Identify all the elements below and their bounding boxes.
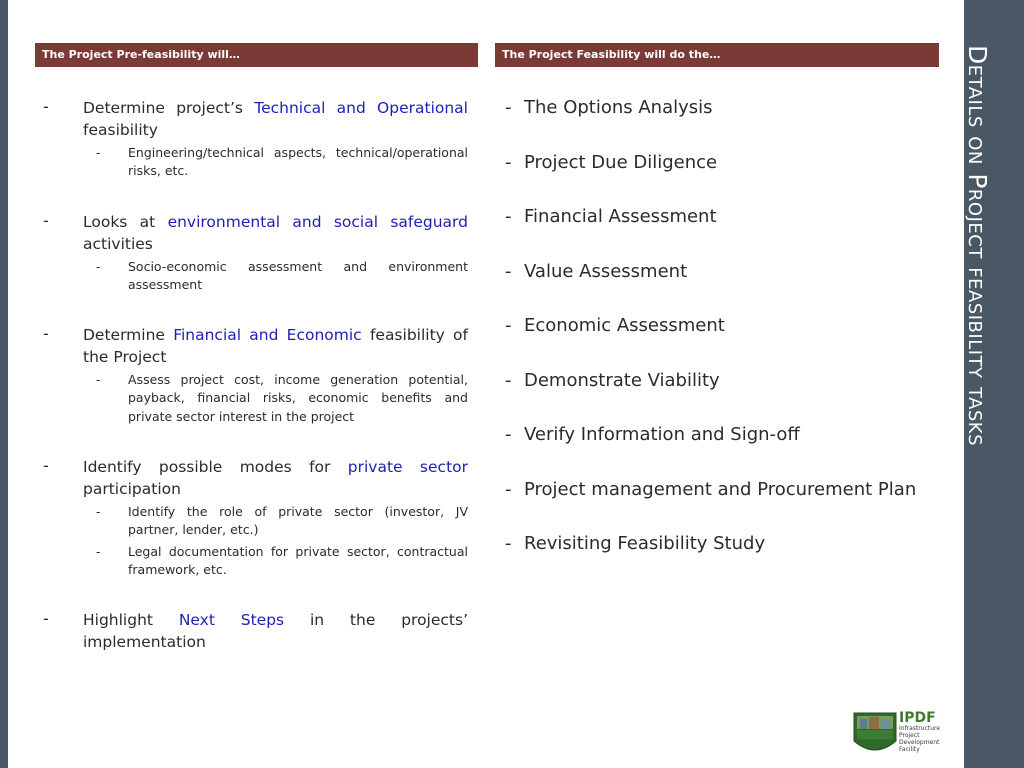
left-accent-strip [0, 0, 8, 768]
item-text-segment: activities [83, 234, 153, 253]
prefeasibility-header: The Project Pre-feasibility will… [35, 43, 478, 67]
highlighted-text: Next Steps [178, 611, 285, 630]
bullet-dash: - [505, 369, 512, 391]
feasibility-item-text: Demonstrate Viability [524, 369, 720, 391]
prefeasibility-item [40, 456, 468, 579]
logo-line-2: Project [899, 732, 920, 739]
subitem-text: Engineering/technical aspects, technical/operational risks, etc. [128, 145, 468, 179]
logo-line-4: Facility [899, 746, 920, 753]
feasibility-item-text: Project Due Diligence [524, 151, 718, 173]
prefeasibility-item-text [83, 609, 468, 653]
subitem-text: Legal documentation for private sector, contractual framework, etc. [128, 543, 468, 577]
sub-bullet-dash: - [96, 543, 101, 559]
feasibility-item [505, 424, 925, 446]
item-text-segment: Identify possible modes for [83, 458, 348, 477]
bullet-dash: - [43, 210, 49, 230]
subitem-text: Socio-economic assessment and environment assessment [128, 258, 468, 292]
feasibility-item [505, 97, 925, 119]
sub-bullet-dash: - [96, 145, 101, 160]
logo-line-3: Development [899, 739, 940, 746]
bullet-dash: - [505, 424, 512, 445]
feasibility-item-text: The Options Analysis [524, 97, 713, 118]
feasibility-item [505, 206, 925, 228]
feasibility-header: The Project Feasibility will do the… [495, 43, 939, 67]
bullet-dash: - [505, 97, 512, 118]
prefeasibility-item [40, 97, 468, 181]
prefeasibility-item-text [83, 324, 468, 368]
feasibility-item-text: Value Assessment [524, 260, 688, 282]
logo-line-1: Infrastructure [899, 725, 941, 732]
item-text-segment: in the projects’ implementation [83, 611, 468, 652]
logo-name: IPDF [899, 710, 936, 726]
feasibility-item [505, 370, 925, 392]
bullet-dash: - [505, 151, 512, 173]
item-text-segment: feasibility [83, 121, 158, 139]
slide-title: Details on Project feasibility tasks [963, 45, 992, 447]
bullet-dash: - [505, 315, 512, 336]
item-text-segment: participation [83, 480, 181, 499]
highlighted-text: private sector [347, 458, 468, 477]
prefeasibility-item [40, 324, 468, 426]
prefeasibility-item [40, 211, 468, 295]
bullet-dash: - [505, 206, 512, 227]
prefeasibility-item-text [83, 456, 468, 500]
prefeasibility-subitem [83, 371, 468, 426]
feasibility-item [505, 315, 925, 337]
bullet-dash: - [505, 260, 512, 282]
feasibility-item [505, 261, 925, 283]
subitem-text: Assess project cost, income generation potential, payback, financial risks, economic benefits and private sector interest in the project [128, 372, 468, 424]
highlighted-text: environmental and social safeguard [167, 212, 468, 231]
prefeasibility-subitem [83, 503, 468, 540]
feasibility-item-text: Financial Assessment [524, 206, 717, 227]
highlighted-text: Financial and Economic [173, 326, 362, 345]
item-text-segment: Looks at [83, 212, 168, 231]
item-text-segment: feasibility of the Project [83, 326, 468, 367]
prefeasibility-list [40, 97, 468, 653]
feasibility-item [505, 479, 925, 501]
feasibility-item-text: Project management and Procurement Plan [524, 478, 917, 500]
prefeasibility-subitem [83, 543, 468, 580]
feasibility-item [505, 152, 925, 174]
bullet-dash: - [505, 533, 512, 554]
feasibility-item-text: Economic Assessment [524, 315, 725, 336]
subitem-text: Identify the role of private sector (investor, JV partner, lender, etc.) [128, 504, 468, 538]
bullet-dash: - [43, 609, 49, 629]
sub-bullet-dash: - [96, 372, 101, 388]
sub-bullet-dash: - [96, 258, 101, 274]
bullet-dash: - [43, 324, 49, 344]
prefeasibility-item-text [83, 97, 468, 141]
item-text-segment: Highlight [83, 611, 179, 630]
item-text-segment: Determine [83, 326, 174, 345]
ipdf-logo [852, 707, 948, 759]
feasibility-item-text: Revisiting Feasibility Study [524, 533, 766, 554]
highlighted-text: Technical and Operational [254, 99, 468, 117]
prefeasibility-subitem [83, 258, 468, 295]
feasibility-item-text: Verify Information and Sign-off [524, 424, 800, 445]
bullet-dash: - [43, 97, 49, 116]
prefeasibility-subitem [83, 144, 468, 181]
bullet-dash: - [505, 478, 512, 500]
prefeasibility-item [40, 609, 468, 653]
bullet-dash: - [43, 456, 49, 476]
item-text-segment: Determine project’s [83, 99, 255, 117]
sub-bullet-dash: - [96, 504, 101, 520]
feasibility-list [505, 97, 925, 588]
prefeasibility-item-text [83, 211, 468, 255]
feasibility-item [505, 533, 925, 555]
